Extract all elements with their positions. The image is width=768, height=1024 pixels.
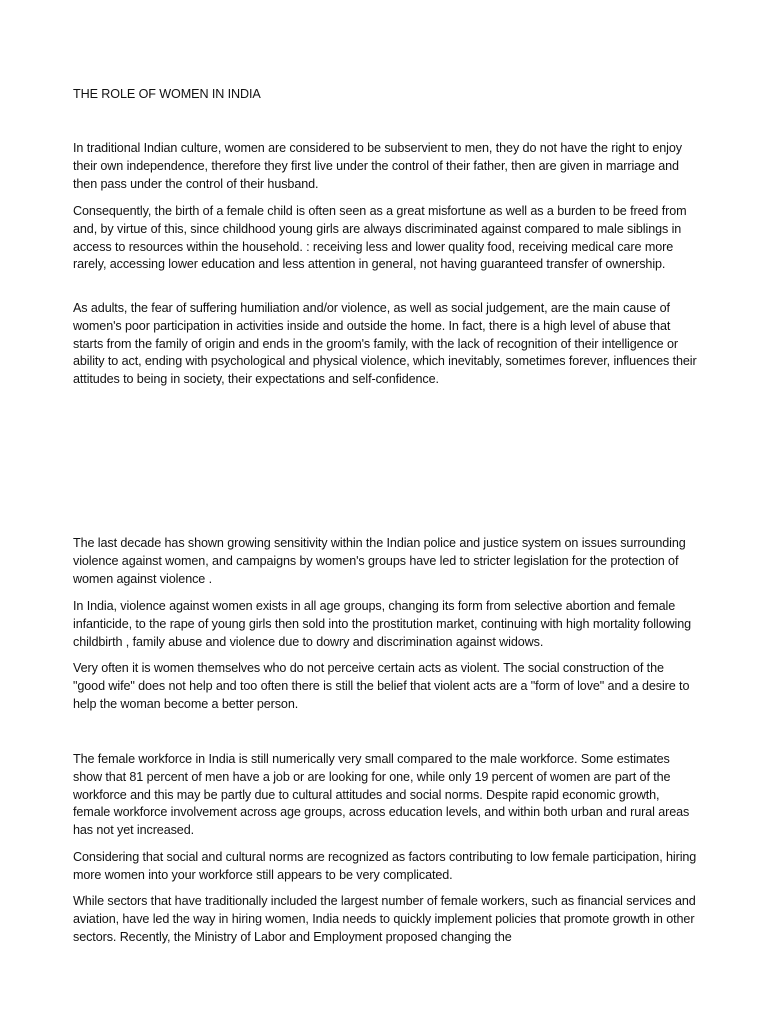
paragraph-4: The last decade has shown growing sensitivity within the Indian police and justice system on issues surrounding violence against women, and campaigns by women's groups have led to stricter legislation for the protection of women against violence . — [73, 536, 686, 586]
paragraph-5: In India, violence against women exists in all age groups, changing its form from selective abortion and female infanticide, to the rape of young girls then sold into the prostitution market, continuing with high mortality following childbirth , family abuse and violence due to dowry and discrimination against widows. — [73, 599, 692, 649]
paragraph-9: While sectors that have traditionally included the largest number of female workers, such as financial services and aviation, have led the way in hiring women, India needs to quickly implement policies that promote growth in other sectors. Recently, the Ministry of Labor and Employment proposed changing the — [73, 894, 696, 944]
paragraph-6: Very often it is women themselves who do not perceive certain acts as violent. The social construction of the "good wife" does not help and too often there is still the belief that violent acts are a "form of love" and a desire to help the woman become a better person. — [73, 661, 690, 711]
paragraph-1: In traditional Indian culture, women are considered to be subservient to men, they do not have the right to enjoy their own independence, therefore they first live under the control of their father, then are given in marriage and then pass under the control of their husband. — [73, 141, 682, 191]
paragraph-7: The female workforce in India is still numerically very small compared to the male workforce. Some estimates show that 81 percent of men have a job or are looking for one, while only 19 percent of women are part of the workforce and this may be partly due to cultural attitudes and social norms. Despite rapid economic growth, female workforce involvement across age groups, across education levels, and within both urban and rural areas has not yet increased. — [73, 752, 690, 838]
paragraph-3: As adults, the fear of suffering humiliation and/or violence, as well as social judgement, are the main cause of women's poor participation in activities inside and outside the home. In fact, there is a high level of abuse that starts from the family of origin and ends in the groom's family, with the lack of recognition of their intelligence or ability to act, ending with psychological and physical violence, which inevitably, sometimes forever, influences their attitudes to being in society, their expectations and self-confidence. — [73, 301, 697, 387]
paragraph-8: Considering that social and cultural norms are recognized as factors contributing to low female participation, hiring more women into your workforce still appears to be very complicated. — [73, 850, 697, 882]
document-title: THE ROLE OF WOMEN IN INDIA — [73, 87, 261, 101]
paragraph-2: Consequently, the birth of a female child is often seen as a great misfortune as well as a burden to be freed from and, by virtue of this, since childhood young girls are always discriminated against compared to male siblings in access to resources within the household. : receiving less and lower quality food, receiving medical care more rarely, accessing lower education and less attention in general, not having guaranteed transfer of ownership. — [73, 204, 687, 272]
